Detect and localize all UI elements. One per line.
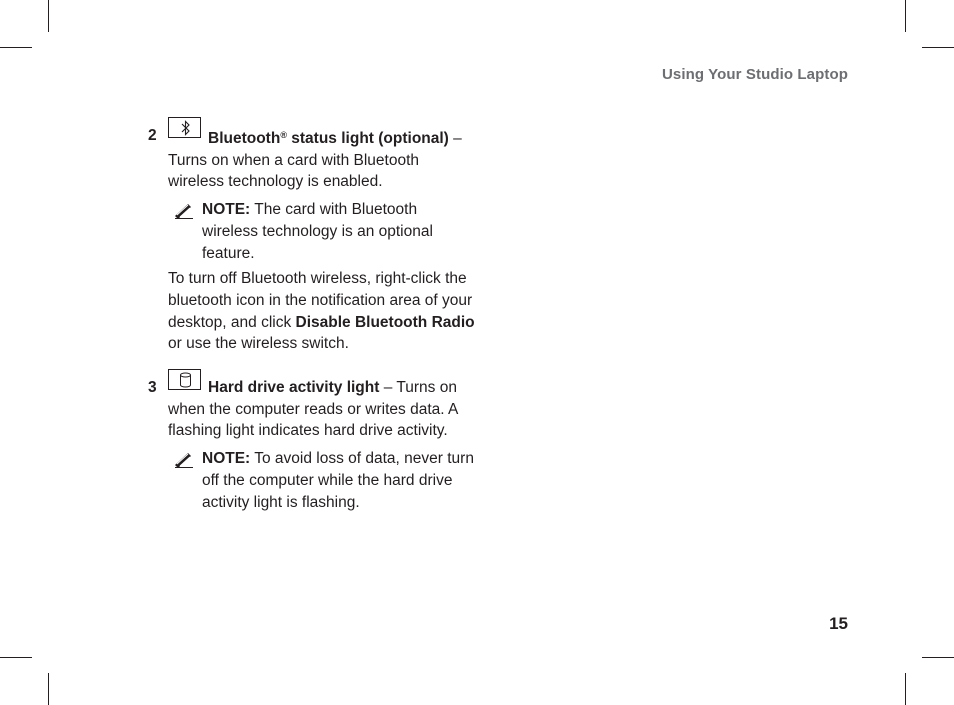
item-heading: Bluetooth: [208, 130, 281, 147]
document-body: [145, 117, 475, 513]
list-item-bluetooth: [145, 117, 475, 355]
crop-mark-bottom-right-h: [922, 657, 954, 658]
crop-mark-top-left-v: [48, 0, 49, 32]
paragraph-emphasis: Disable Bluetooth Radio: [295, 313, 475, 331]
item-heading-rest: status light (optional): [286, 130, 449, 147]
item-text: [168, 125, 475, 193]
note-block: [168, 199, 475, 264]
pencil-note-icon: [174, 201, 194, 226]
item-heading: Hard drive activity light: [208, 379, 380, 397]
item-description: – Turns on when a card with Bluetooth wireless technology is enabled.: [168, 130, 462, 191]
crop-mark-bottom-left-v: [48, 673, 49, 705]
note-block: [168, 448, 475, 513]
item-number: 3: [148, 379, 157, 397]
crop-mark-bottom-right-v: [905, 673, 906, 705]
item-description: – Turns on when the computer reads or writes data. A flashing light indicates hard drive activity.: [168, 379, 458, 440]
item-number: 2: [148, 127, 157, 144]
note-label: NOTE:: [202, 201, 251, 219]
item-body: [168, 117, 475, 193]
note-text: To avoid loss of data, never turn off the computer while the hard drive activity light is flashing.: [202, 450, 474, 511]
list-item-hard-drive: [145, 369, 475, 513]
note-label: NOTE:: [202, 450, 251, 468]
paragraph-start: To turn off Bluetooth wireless, right-click the bluetooth icon in the notification area of your desktop, and click: [168, 270, 473, 331]
note-text: The card with Bluetooth wireless technology is an optional feature.: [202, 201, 433, 262]
item-body: [168, 369, 475, 442]
page-number: 15: [829, 614, 848, 633]
bluetooth-icon: [168, 117, 201, 138]
crop-mark-bottom-left-h: [0, 657, 32, 658]
crop-mark-top-right-h: [922, 47, 954, 48]
item-text: [168, 377, 475, 442]
hard-drive-icon: [168, 369, 201, 390]
paragraph-end: or use the wireless switch.: [168, 335, 349, 353]
crop-mark-top-left-h: [0, 47, 32, 48]
pencil-note-icon: [174, 450, 194, 475]
crop-mark-top-right-v: [905, 0, 906, 32]
running-header: Using Your Studio Laptop: [662, 66, 848, 83]
paragraph: [168, 268, 475, 355]
registered-mark: ®: [280, 130, 287, 140]
